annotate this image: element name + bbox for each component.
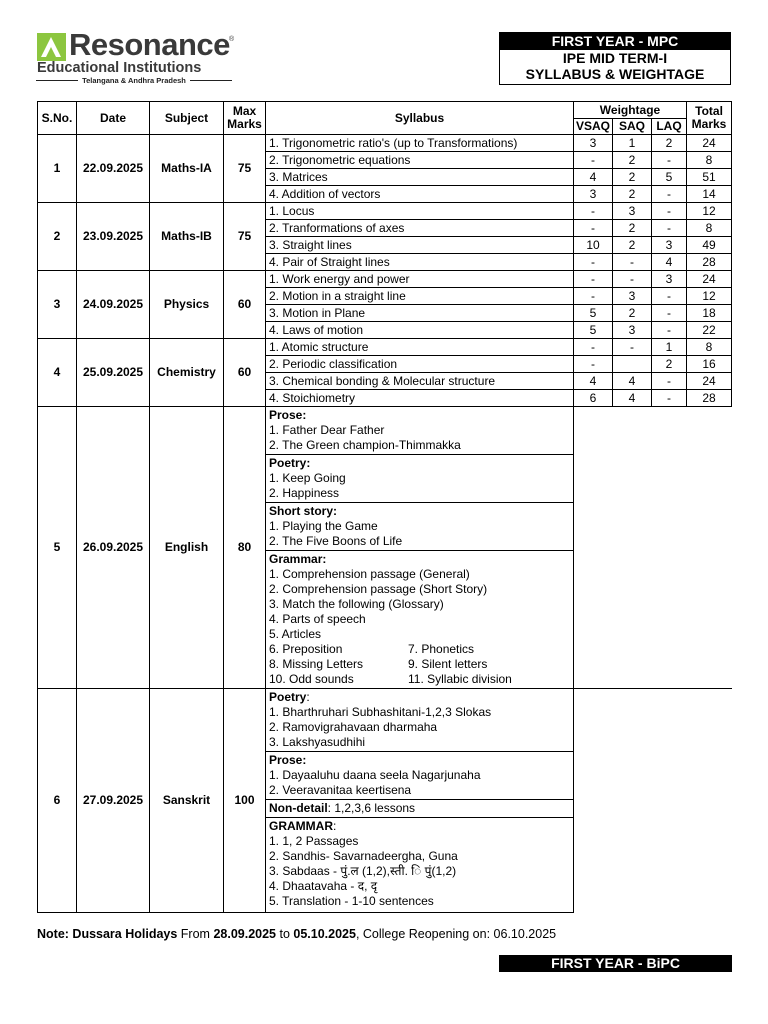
topic-name: 3. Matrices [266,169,574,186]
syllabus-cell [266,407,574,689]
header-weightage: Weightage [574,102,687,119]
logo-mark-icon [37,33,66,61]
list-item: 3. Lakshyasudhihi [269,735,366,749]
row-date: 27.09.2025 [77,689,150,913]
table-row [38,689,732,913]
total-marks: 28 [687,254,732,271]
section-title [269,690,570,705]
brand-name: Resonance [69,27,230,62]
section-heading: Poetry [269,690,307,704]
section-heading-suffix: : [306,690,310,704]
row-subject: Chemistry [150,339,224,407]
table-row [38,339,732,356]
topic-name: 1. Work energy and power [266,271,574,288]
note-to-word: to [276,927,294,941]
vsaq-count: 5 [574,322,613,339]
section-title [269,819,570,834]
syllabus-section [266,407,573,455]
topic-name: 2. Periodic classification [266,356,574,373]
list-item: 5. Articles [269,627,322,641]
topic-name: 1. Trigonometric ratio's (up to Transformations) [266,135,574,152]
syllabus-table [37,101,732,913]
total-marks: 8 [687,220,732,237]
saq-count: - [613,254,652,271]
vsaq-count: 6 [574,390,613,407]
resonance-logo [36,27,246,85]
syllabus-section [266,752,573,800]
saq-count: 2 [613,237,652,254]
topic-name: 2. Tranformations of axes [266,220,574,237]
header-date: Date [77,102,150,135]
vsaq-count: 4 [574,373,613,390]
total-marks: 28 [687,390,732,407]
saq-count: 4 [613,373,652,390]
saq-count: - [613,339,652,356]
list-item: 6. Preposition [269,642,343,656]
section-title [269,753,570,768]
topic-name: 3. Straight lines [266,237,574,254]
note-label: Note: Dussara Holidays [37,927,178,941]
vsaq-count: 10 [574,237,613,254]
list-item: 2. Sandhis- Savarnadeergha, Guna [269,849,458,863]
list-item: 3. Sabdaas - पुं.ल (1,2),स्ती. ि पुं(1,2) [269,864,457,878]
vsaq-count: - [574,356,613,373]
row-max-marks: 75 [224,135,266,203]
section-title [269,456,570,471]
syllabus-section [266,818,573,910]
header-syllabus: Syllabus [266,102,574,135]
row-sno: 1 [38,135,77,203]
divider [36,80,78,81]
topic-name: 4. Stoichiometry [266,390,574,407]
saq-count: 2 [613,169,652,186]
saq-count: - [613,271,652,288]
total-marks: 8 [687,152,732,169]
saq-count: 2 [613,305,652,322]
topic-name: 3. Motion in Plane [266,305,574,322]
section-heading: Short story: [269,504,338,518]
holiday-note [37,927,556,941]
row-subject: Sanskrit [150,689,224,913]
note-from-word: From [177,927,214,941]
section-heading: GRAMMAR [269,819,333,833]
vsaq-count: - [574,271,613,288]
exam-subtitle: SYLLABUS & WEIGHTAGE [525,66,705,82]
section-heading: Prose: [269,753,307,767]
vsaq-count: - [574,288,613,305]
row-max-marks: 60 [224,339,266,407]
list-item-pair [269,672,570,687]
section-title [269,408,570,423]
header-saq: SAQ [613,119,652,135]
total-marks: 8 [687,339,732,356]
row-date: 22.09.2025 [77,135,150,203]
vsaq-count: - [574,220,613,237]
list-item-pair [269,657,570,672]
list-item: 7. Phonetics [408,642,475,656]
vsaq-count: - [574,152,613,169]
row-max-marks: 60 [224,271,266,339]
list-item: 5. Translation - 1-10 sentences [269,894,434,908]
total-marks: 24 [687,271,732,288]
vsaq-count: 3 [574,186,613,203]
row-sno: 6 [38,689,77,913]
brand-reg: ® [229,36,235,43]
list-item: 9. Silent letters [408,657,488,671]
saq-count: 3 [613,322,652,339]
row-max-marks: 75 [224,203,266,271]
section-heading: Poetry: [269,456,311,470]
divider [190,80,232,81]
laq-count: 3 [652,237,687,254]
laq-count: - [652,203,687,220]
topic-name: 2. Trigonometric equations [266,152,574,169]
section-title [269,552,570,567]
row-subject: Maths-IA [150,135,224,203]
list-item: 2. The Green champion-Thimmakka [269,438,461,452]
section-heading-suffix: : 1,2,3,6 lessons [327,801,416,815]
row-subject: English [150,407,224,689]
brand-subtitle: Educational Institutions [37,60,202,76]
saq-count: 3 [613,203,652,220]
syllabus-section [266,689,573,752]
header-sno: S.No. [38,102,77,135]
table-row [38,135,732,152]
topic-name: 2. Motion in a straight line [266,288,574,305]
list-item: 1. Keep Going [269,471,346,485]
syllabus-section [266,503,573,551]
saq-count: 2 [613,152,652,169]
note-from-date: 28.09.2025 [213,927,276,941]
row-date: 24.09.2025 [77,271,150,339]
total-marks: 51 [687,169,732,186]
total-marks: 16 [687,356,732,373]
vsaq-count: 4 [574,169,613,186]
list-item: 2. Ramovigrahavaan dharmaha [269,720,438,734]
brand-state [36,76,232,85]
vsaq-count: - [574,339,613,356]
vsaq-count: 3 [574,135,613,152]
row-date: 25.09.2025 [77,339,150,407]
laq-count: - [652,288,687,305]
total-marks: 22 [687,322,732,339]
row-sno: 4 [38,339,77,407]
table-row [38,407,732,689]
section-heading-suffix: : [333,819,337,833]
laq-count: 3 [652,271,687,288]
saq-count: 2 [613,220,652,237]
row-subject: Maths-IB [150,203,224,271]
vsaq-count: - [574,254,613,271]
laq-count: 2 [652,135,687,152]
list-item: 1. Dayaaluhu daana seela Nagarjunaha [269,768,481,782]
list-item: 4. Dhaatavaha - द, दृ [269,879,378,893]
laq-count: 4 [652,254,687,271]
row-date: 26.09.2025 [77,407,150,689]
header-vsaq: VSAQ [574,119,613,135]
list-item: 10. Odd sounds [269,672,354,686]
list-item: 2. Happiness [269,486,340,500]
topic-name: 4. Laws of motion [266,322,574,339]
weightage-empty [574,689,732,913]
row-sno: 2 [38,203,77,271]
note-reopening: , College Reopening on: 06.10.2025 [355,927,557,941]
list-item: 4. Parts of speech [269,612,366,626]
syllabus-section [266,800,573,818]
saq-count: 3 [613,288,652,305]
total-marks: 18 [687,305,732,322]
list-item: 1. Comprehension passage (General) [269,567,470,581]
list-item: 8. Missing Letters [269,657,364,671]
vsaq-count: - [574,203,613,220]
saq-count [613,356,652,373]
laq-count: - [652,220,687,237]
list-item: 1. 1, 2 Passages [269,834,359,848]
section-heading: Grammar: [269,552,327,566]
list-item: 2. Veeravanitaa keertisena [269,783,412,797]
laq-count: - [652,322,687,339]
section-title [269,801,570,816]
total-marks: 12 [687,288,732,305]
syllabus-section [266,455,573,503]
list-item: 1. Bharthruhari Subhashitani-1,2,3 Slokas [269,705,492,719]
saq-count: 4 [613,390,652,407]
syllabus-section [266,551,573,688]
brand-state-text: Telangana & Andhra Pradesh [82,76,186,85]
note-to-date: 05.10.2025 [293,927,356,941]
total-marks: 14 [687,186,732,203]
row-subject: Physics [150,271,224,339]
laq-count: 1 [652,339,687,356]
row-sno: 3 [38,271,77,339]
laq-count: 5 [652,169,687,186]
laq-count: - [652,305,687,322]
syllabus-cell [266,689,574,913]
topic-name: 1. Locus [266,203,574,220]
header-max-marks: Max Marks [224,102,266,135]
topic-name: 1. Atomic structure [266,339,574,356]
weightage-empty [574,407,732,689]
total-marks: 49 [687,237,732,254]
row-max-marks: 100 [224,689,266,913]
total-marks: 24 [687,373,732,390]
row-max-marks: 80 [224,407,266,689]
laq-count: - [652,390,687,407]
topic-name: 4. Addition of vectors [266,186,574,203]
section-heading: Prose: [269,408,307,422]
topic-name: 3. Chemical bonding & Molecular structure [266,373,574,390]
list-item: 11. Syllabic division [408,672,512,686]
exam-title: IPE MID TERM-I [562,50,668,66]
section-heading: Non-detail [269,801,328,815]
table-row [38,203,732,220]
saq-count: 1 [613,135,652,152]
list-item: 2. Comprehension passage (Short Story) [269,582,488,596]
laq-count: - [652,152,687,169]
total-marks: 24 [687,135,732,152]
header-laq: LAQ [652,119,687,135]
row-sno: 5 [38,407,77,689]
total-marks: 12 [687,203,732,220]
title-box [499,32,731,85]
laq-count: - [652,373,687,390]
list-item: 3. Match the following (Glossary) [269,597,444,611]
list-item: 1. Father Dear Father [269,423,385,437]
laq-count: 2 [652,356,687,373]
table-row [38,271,732,288]
list-item: 2. The Five Boons of Life [269,534,403,548]
stream-bar: FIRST YEAR - MPC [500,33,730,50]
section-title [269,504,570,519]
header-total-marks: Total Marks [687,102,732,135]
laq-count: - [652,186,687,203]
row-date: 23.09.2025 [77,203,150,271]
next-stream-bar: FIRST YEAR - BiPC [499,955,732,972]
list-item-pair [269,642,570,657]
header-subject: Subject [150,102,224,135]
topic-name: 4. Pair of Straight lines [266,254,574,271]
vsaq-count: 5 [574,305,613,322]
saq-count: 2 [613,186,652,203]
list-item: 1. Playing the Game [269,519,378,533]
